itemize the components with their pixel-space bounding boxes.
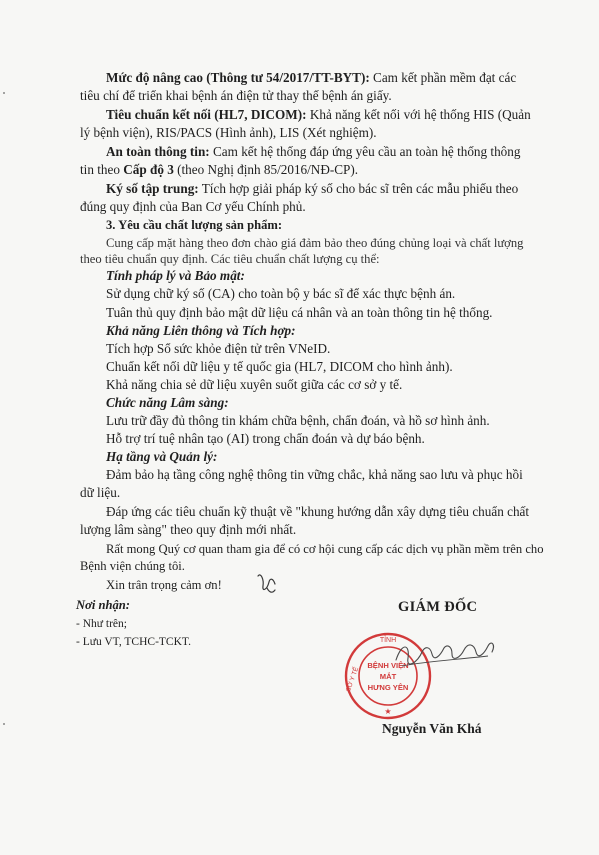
interop-item-3: Khả năng chia sẻ dữ liệu xuyên suốt giữa các cơ sở y tế.	[106, 377, 403, 392]
recipient-item: - Lưu VT, TCHC-TCKT.	[76, 636, 191, 648]
label-connection-standard: Tiêu chuẩn kết nối (HL7, DICOM):	[106, 107, 307, 122]
closing-paragraph-line2: Bệnh viện chúng tôi.	[80, 559, 185, 573]
paragraph-digital-signature	[106, 181, 518, 197]
svg-text:MẮT: MẮT	[379, 672, 397, 681]
svg-text:★: ★	[384, 707, 392, 716]
text-info-security-line2	[80, 162, 358, 178]
section-3-intro-line2: theo tiêu chuẩn quy định. Các tiêu chuẩn chất lượng cụ thể:	[80, 252, 380, 266]
text-connection-standard: Khả năng kết nối với hệ thống HIS (Quản	[306, 107, 531, 122]
text-advanced-level: Cam kết phần mềm đạt các	[369, 70, 517, 85]
signer-title: GIÁM ĐỐC	[398, 599, 478, 615]
heading-infrastructure: Hạ tầng và Quản lý:	[106, 449, 218, 464]
heading-clinical: Chức năng Lâm sàng:	[106, 395, 229, 410]
heading-legal-security: Tính pháp lý và Bảo mật:	[106, 268, 245, 283]
clinical-item-2: Hỗ trợ trí tuệ nhân tạo (AI) trong chẩn đoán và dự báo bệnh.	[106, 431, 425, 446]
text-digital-signature-line2: đúng quy định của Ban Cơ yếu Chính phủ.	[80, 199, 306, 214]
closing-paragraph: Rất mong Quý cơ quan tham gia để có cơ hội cung cấp các dịch vụ phần mềm trên cho	[106, 542, 544, 556]
label-digital-signature: Ký số tập trung:	[106, 181, 199, 196]
section-3-intro: Cung cấp mặt hàng theo đơn chào giá đảm bảo theo đúng chủng loại và chất lượng	[106, 236, 524, 250]
text-decree-85: (theo Nghị định 85/2016/NĐ-CP).	[173, 162, 359, 177]
text-digital-signature: Tích hợp giải pháp ký số cho bác sĩ trên các mẫu phiếu theo	[198, 181, 519, 196]
signer-name: Nguyễn Văn Khá	[382, 721, 482, 736]
initials-scribble	[255, 570, 279, 596]
text-info-security: Cam kết hệ thống đáp ứng yêu cầu an toàn hệ thống thông	[209, 144, 521, 159]
paragraph-connection-standard	[106, 107, 531, 123]
label-advanced-level: Mức độ nâng cao (Thông tư 54/2017/TT-BYT):	[106, 70, 370, 85]
infra-item-1-line2: dữ liệu.	[80, 485, 121, 500]
infra-item-1: Đảm bảo hạ tầng công nghệ thông tin vững chắc, khả năng sao lưu và phục hồi	[106, 467, 523, 482]
paragraph-advanced-level	[106, 70, 516, 86]
heading-interoperability: Khả năng Liên thông và Tích hợp:	[106, 323, 296, 338]
interop-item-2: Chuẩn kết nối dữ liệu y tế quốc gia (HL7, DICOM cho hình ảnh).	[106, 359, 453, 374]
paragraph-info-security	[106, 144, 520, 160]
clinical-item-1: Lưu trữ đầy đủ thông tin khám chữa bệnh, chẩn đoán, và hồ sơ hình ảnh.	[106, 413, 490, 428]
handwritten-signature	[392, 632, 502, 680]
closing-thanks: Xin trân trọng cảm ơn!	[106, 578, 222, 592]
scan-mark	[3, 92, 5, 94]
text-connection-standard-line2: lý bệnh viện), RIS/PACS (Hình ảnh), LIS (Xét nghiệm).	[80, 125, 377, 140]
infra-item-2: Đáp ứng các tiêu chuẩn kỹ thuật về "khung hướng dẫn xây dựng tiêu chuẩn chất	[106, 504, 530, 519]
section-3-heading: 3. Yêu cầu chất lượng sản phẩm:	[106, 218, 283, 232]
interop-item-1: Tích hợp Sổ sức khỏe điện tử trên VNeID.	[106, 341, 331, 356]
svg-text:HƯNG YÊN: HƯNG YÊN	[367, 683, 409, 692]
legal-item-2: Tuân thủ quy định bảo mật dữ liệu cá nhân và an toàn thông tin hệ thống.	[106, 305, 493, 320]
recipients-heading: Nơi nhận:	[76, 598, 131, 612]
recipient-item: - Như trên;	[76, 618, 127, 630]
text-advanced-level-line2: tiêu chí để triển khai bệnh án điện tử thay thế bệnh án giấy.	[80, 88, 392, 103]
text-info-security-prefix: tin theo	[80, 162, 124, 177]
stamp-top-text: TỈNH	[379, 637, 397, 644]
svg-text:BỆNH VIỆN: BỆNH VIỆN	[367, 661, 409, 670]
infra-item-2-line2: lượng lâm sàng" theo quy định mới nhất.	[80, 522, 297, 537]
stamp-side-text: SỞ Y TẾ	[344, 666, 361, 693]
text-level-3: Cấp độ 3	[123, 162, 174, 177]
scan-mark	[3, 723, 5, 725]
label-info-security: An toàn thông tin:	[106, 144, 210, 159]
legal-item-1: Sử dụng chữ ký số (CA) cho toàn bộ y bác sĩ để xác thực bệnh án.	[106, 286, 456, 301]
